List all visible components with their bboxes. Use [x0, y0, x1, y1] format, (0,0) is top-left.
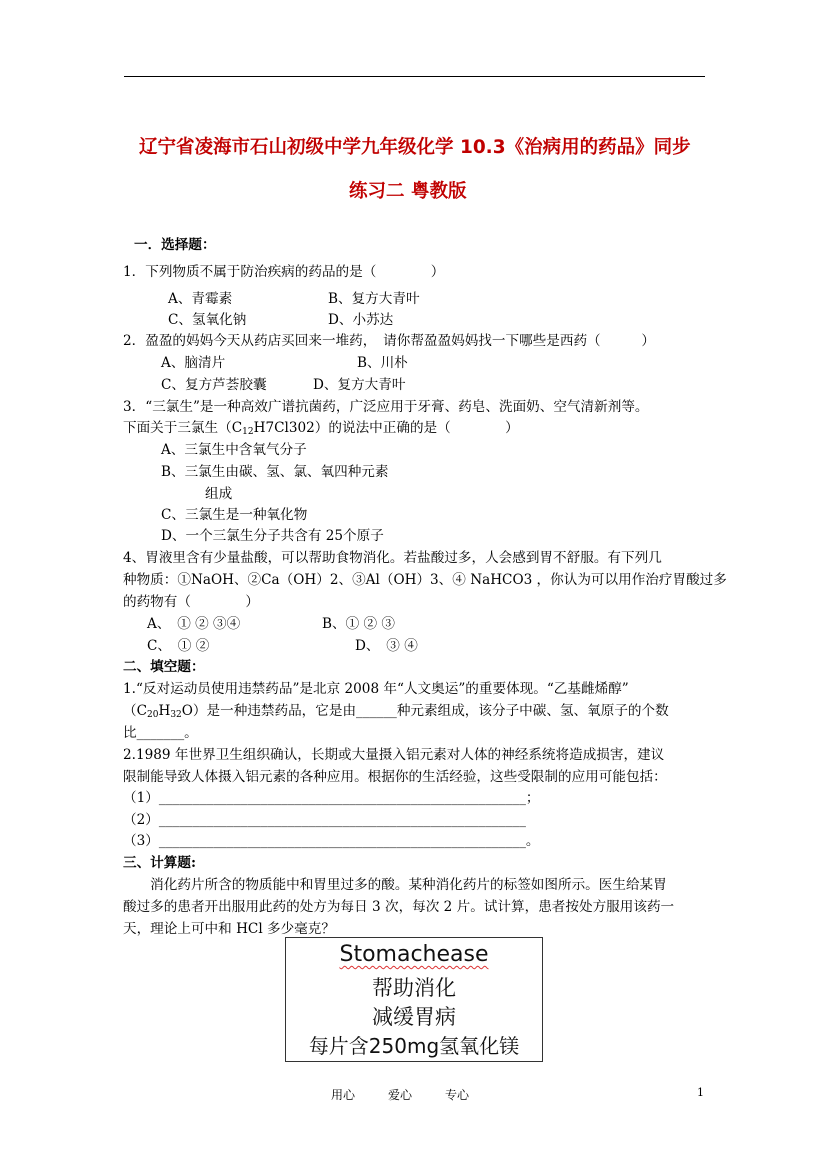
label-line-3: 每片含250mg氢氧化镁 — [308, 1034, 520, 1058]
fill-q1-line-3: 比_______。 — [123, 725, 198, 741]
q2-option-c: C、复方芦荟胶囊 — [161, 377, 267, 393]
q1-option-b: B、复方大青叶 — [328, 291, 420, 307]
footer-item-3: 专心 — [445, 1088, 470, 1102]
q3-option-b-cont: 组成 — [205, 486, 233, 502]
q4-option-d: D、 ③ ④ — [355, 638, 418, 654]
q3-stem-2: 下面关于三氯生$(C_{12}H7Cl302)$的说法中正确的是（ ） — [123, 420, 519, 437]
q1-option-d: D、小苏达 — [328, 312, 394, 328]
calc-line-1: 消化药片所含的物质能中和胃里过多的酸。某种消化药片的标签如图所示。医生给某胃 — [123, 877, 667, 893]
section-1-heading: 一．选择题： — [134, 237, 216, 253]
section-3-heading: 三、计算题: — [123, 855, 196, 871]
q3-option-b: B、三氯生由碳、氢、氯、氧四种元素 — [161, 464, 389, 480]
fill-q2-blank-1: （1）______________________________________________________； — [123, 790, 540, 806]
q2-option-d: D、复方大青叶 — [313, 377, 406, 393]
q2-option-b: B、川朴 — [357, 355, 408, 371]
title-line-1: 辽宁省凌海市石山初级中学九年级化学 10.3《治病用的药品》同步 — [139, 137, 691, 158]
fill-q2-line-1: 2.1989 年世界卫生组织确认，长期或大量摄入铝元素对人体的神经系统将造成损害，建议 — [123, 747, 665, 763]
medicine-label — [285, 937, 543, 1062]
label-brand: Stomachease — [339, 942, 489, 967]
fill-q2-blank-2: （2）______________________________________________________ — [123, 812, 526, 828]
q3-stem-1: 3．“三氯生”是一种高效广谱抗菌药，广泛应用于牙膏、药皂、洗面奶、空气清新剂等。 — [123, 399, 649, 415]
fill-q1-line-1: 1.“反对运动员使用违禁药品”是北京 2008 年“人文奥运”的重要体现。“乙基雌烯醇” — [123, 681, 629, 697]
q4-option-c: C、 ① ② — [147, 638, 210, 654]
fill-q2-blank-3: （3）______________________________________________________。 — [123, 833, 540, 849]
q3-option-c: C、三氯生是一种氧化物 — [161, 507, 308, 523]
q2-option-a: A、脑清片 — [161, 355, 226, 371]
label-line-1: 帮助消化 — [372, 976, 456, 1000]
q4-option-b: B、① ② ③ — [322, 616, 396, 632]
footer-item-2: 爱心 — [388, 1088, 413, 1102]
footer-item-1: 用心 — [331, 1088, 356, 1102]
q1-stem: 1．下列物质不属于防治疾病的药品的是（ ） — [123, 264, 445, 280]
q3-option-a: A、三氯生中含氧气分子 — [161, 442, 307, 458]
header-rule — [124, 76, 705, 77]
fill-q1-line-2: $(C_{20}H_{32}O)$是一种违禁药品，它是由______种元素组成，该分子中碳、氢、氧原子的个数 — [123, 703, 669, 720]
calc-line-2: 酸过多的患者开出服用此药的处方为每日 3 次，每次 2 片。试计算，患者按处方服用该药一 — [123, 899, 675, 915]
page-number: 1 — [697, 1086, 704, 1099]
fill-q2-line-2: 限制能导致人体摄入铝元素的各种应用。根据你的生活经验，这些受限制的应用可能包括： — [123, 769, 667, 785]
q4-stem-1: 4、胃液里含有少量盐酸，可以帮助食物消化。若盐酸过多，人会感到胃不舒服。有下列几 — [123, 550, 662, 566]
q4-option-a: A、 ① ② ③④ — [147, 616, 241, 632]
calc-line-3: 天，理论上可中和 HCl 多少毫克？ — [123, 921, 335, 937]
q4-stem-2: 种物质：①NaOH、②Ca（OH）2、③Al（OH）3、④ NaHCO3 ，你认为可以用作治疗胃酸过多 — [123, 572, 727, 588]
q1-option-c: C、氢氧化钠 — [168, 312, 247, 328]
title-line-2: 练习二 粤教版 — [349, 181, 467, 202]
q4-stem-3: 的药物有（ ） — [123, 594, 259, 610]
section-2-heading: 二、填空题： — [123, 659, 205, 675]
q2-stem: 2．盈盈的妈妈今天从药店买回来一堆药， 请你帮盈盈妈妈找一下哪些是西药（ ） — [123, 333, 656, 349]
q1-option-a: A、青霉素 — [168, 291, 233, 307]
label-line-2: 减缓胃病 — [372, 1005, 456, 1029]
q3-option-d: D、一个三氯生分子共含有 25个原子 — [161, 528, 384, 544]
